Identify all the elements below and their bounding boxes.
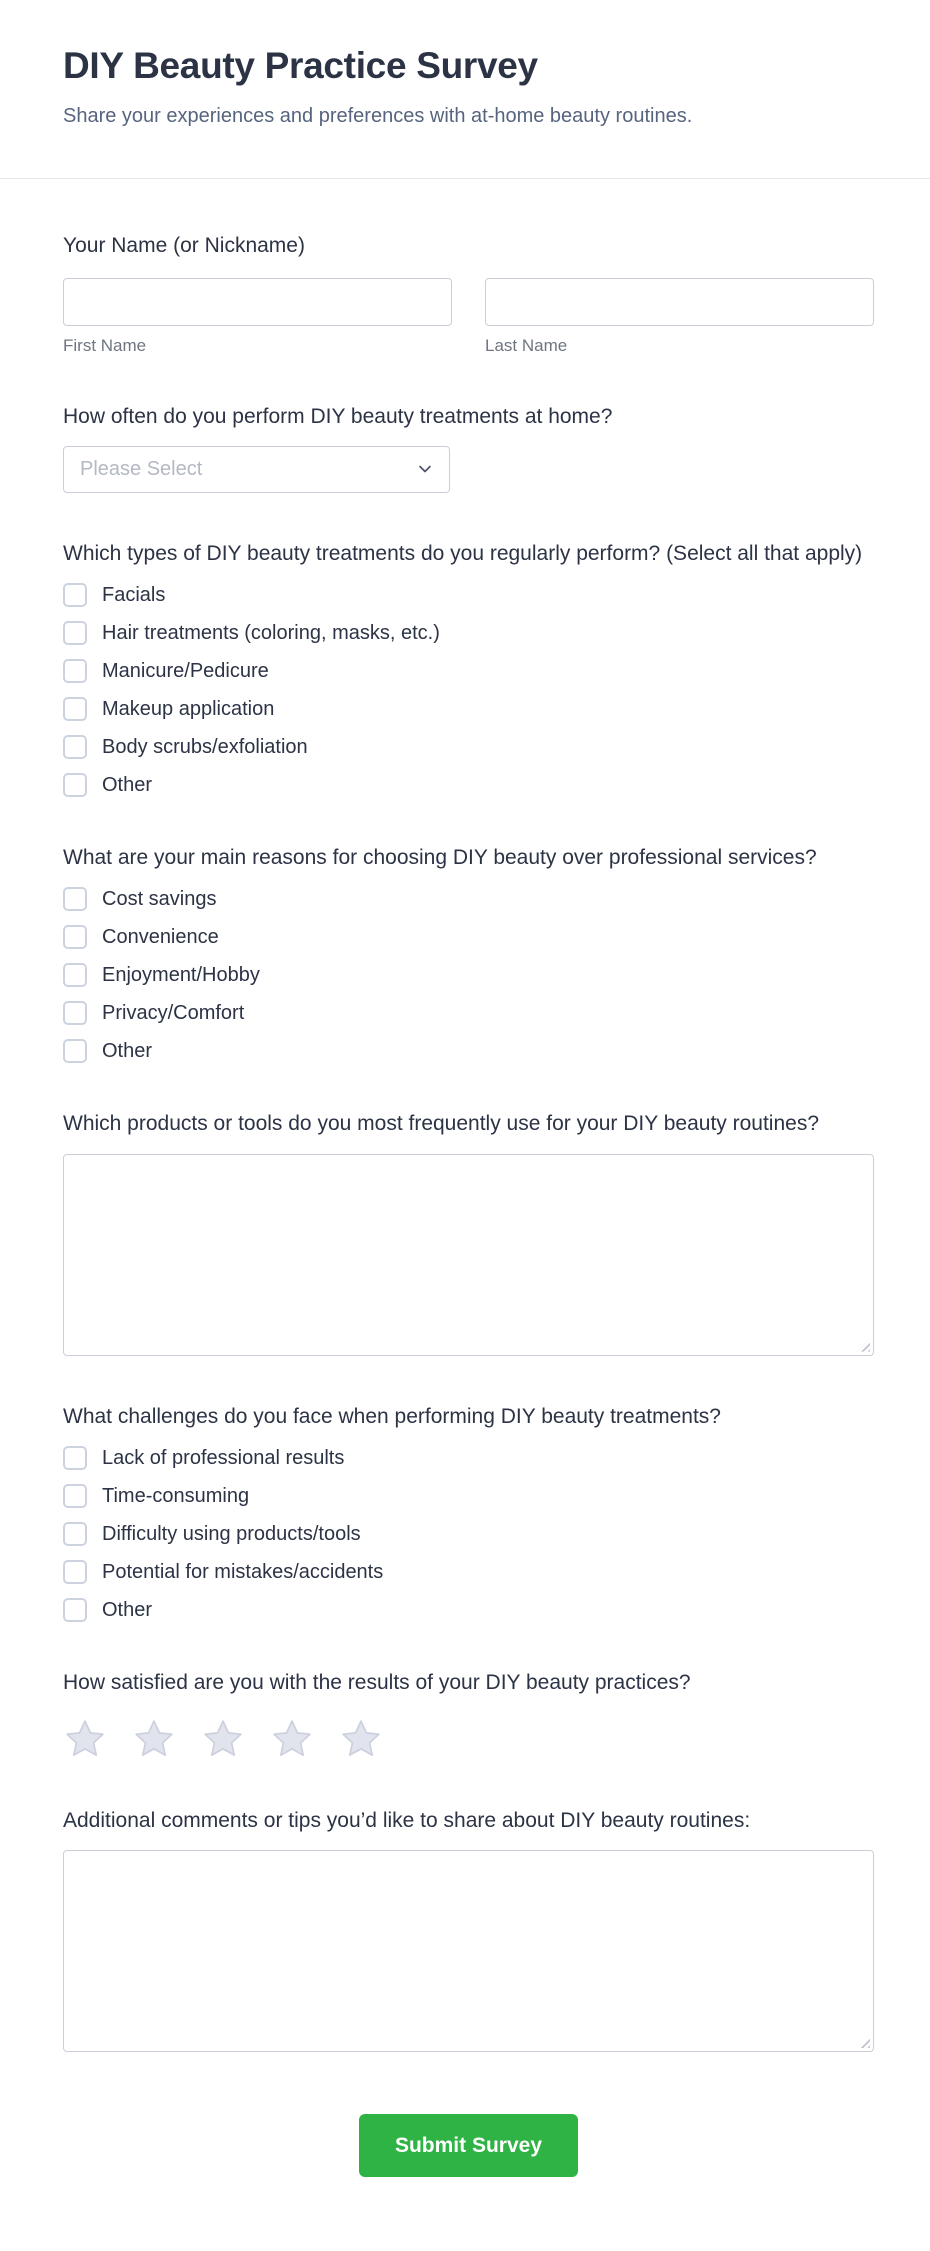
checkbox[interactable]: [63, 1446, 87, 1470]
question-label: How satisfied are you with the results of your DIY beauty practices?: [63, 1670, 691, 1694]
first-name-input[interactable]: [63, 278, 452, 326]
checkbox-option[interactable]: [63, 1560, 874, 1584]
checkbox[interactable]: [63, 925, 87, 949]
checkbox-option[interactable]: [63, 1039, 874, 1063]
checkbox[interactable]: [63, 659, 87, 683]
checkbox-label: Potential for mistakes/accidents: [102, 1560, 384, 1583]
checkbox[interactable]: [63, 773, 87, 797]
page-subtitle: Share your experiences and preferences with at-home beauty routines.: [63, 105, 693, 128]
checkbox-label: Body scrubs/exfoliation: [102, 736, 308, 759]
checkbox-label: Convenience: [102, 926, 219, 949]
checkbox[interactable]: [63, 1001, 87, 1025]
submit-area: [63, 2100, 874, 2223]
question-label: How often do you perform DIY beauty treatments at home?: [63, 404, 613, 428]
checkbox-label: Hair treatments (coloring, masks, etc.): [102, 622, 440, 645]
checkbox-label: Other: [102, 1598, 153, 1621]
checkbox-option[interactable]: [63, 887, 874, 911]
checkbox-option[interactable]: [63, 1598, 874, 1622]
last-name-column: [485, 278, 874, 356]
question-products: [63, 1111, 874, 1355]
checkbox[interactable]: [63, 1598, 87, 1622]
checkbox-option[interactable]: [63, 621, 874, 645]
question-label: Your Name (or Nickname): [63, 234, 305, 258]
checkbox-option[interactable]: [63, 773, 874, 797]
star-icon[interactable]: [339, 1718, 383, 1760]
star-rating: [63, 1718, 874, 1760]
frequency-select[interactable]: [63, 446, 450, 493]
star-icon[interactable]: [63, 1718, 107, 1760]
question-satisfaction: [63, 1670, 874, 1760]
first-name-column: [63, 278, 452, 356]
question-label: What are your main reasons for choosing DIY beauty over professional services?: [63, 846, 817, 870]
comments-textarea-wrap: [63, 1850, 874, 2052]
checkbox[interactable]: [63, 1484, 87, 1508]
checkbox-label: Lack of professional results: [102, 1446, 345, 1469]
checkbox-option[interactable]: [63, 1484, 874, 1508]
checkbox[interactable]: [63, 887, 87, 911]
submit-button[interactable]: Submit Survey: [359, 2114, 578, 2177]
checkbox-label: Manicure/Pedicure: [102, 660, 269, 683]
challenges-options: [63, 1446, 874, 1622]
last-name-input[interactable]: [485, 278, 874, 326]
question-challenges: [63, 1404, 874, 1622]
checkbox[interactable]: [63, 735, 87, 759]
chevron-down-icon: [415, 459, 435, 479]
checkbox[interactable]: [63, 697, 87, 721]
question-reasons: [63, 845, 874, 1063]
checkbox-option[interactable]: [63, 697, 874, 721]
checkbox[interactable]: [63, 1560, 87, 1584]
checkbox-option[interactable]: [63, 1522, 874, 1546]
checkbox-label: Other: [102, 774, 153, 797]
checkbox-label: Difficulty using products/tools: [102, 1522, 361, 1545]
form-header: [0, 0, 930, 178]
question-frequency: [63, 404, 874, 493]
reasons-options: [63, 887, 874, 1063]
star-icon[interactable]: [201, 1718, 245, 1760]
checkbox-option[interactable]: [63, 583, 874, 607]
treatments-options: [63, 583, 874, 797]
checkbox-label: Other: [102, 1040, 153, 1063]
checkbox-option[interactable]: [63, 659, 874, 683]
checkbox[interactable]: [63, 1522, 87, 1546]
question-treatments: [63, 541, 874, 797]
checkbox[interactable]: [63, 583, 87, 607]
comments-textarea[interactable]: [63, 1850, 874, 2052]
question-label: Which types of DIY beauty treatments do you regularly perform? (Select all that apply): [63, 541, 863, 565]
checkbox-option[interactable]: [63, 1446, 874, 1470]
checkbox[interactable]: [63, 1039, 87, 1063]
checkbox-label: Enjoyment/Hobby: [102, 964, 260, 987]
question-comments: [63, 1808, 874, 2052]
checkbox-label: Cost savings: [102, 888, 217, 911]
star-icon[interactable]: [270, 1718, 314, 1760]
products-textarea-wrap: [63, 1154, 874, 1356]
checkbox-label: Makeup application: [102, 698, 275, 721]
form-body: [0, 179, 930, 2223]
select-placeholder: Please Select: [80, 457, 203, 480]
checkbox-option[interactable]: [63, 1001, 874, 1025]
question-label: Which products or tools do you most frequently use for your DIY beauty routines?: [63, 1112, 819, 1136]
last-name-sublabel: Last Name: [485, 335, 568, 355]
products-textarea[interactable]: [63, 1154, 874, 1356]
name-inputs-row: [63, 278, 874, 356]
checkbox-option[interactable]: [63, 925, 874, 949]
page-title: DIY Beauty Practice Survey: [63, 45, 538, 86]
first-name-sublabel: First Name: [63, 335, 147, 355]
checkbox-label: Facials: [102, 584, 166, 607]
checkbox[interactable]: [63, 621, 87, 645]
checkbox-label: Time-consuming: [102, 1484, 250, 1507]
star-icon[interactable]: [132, 1718, 176, 1760]
checkbox-label: Privacy/Comfort: [102, 1002, 245, 1025]
question-label: What challenges do you face when performing DIY beauty treatments?: [63, 1404, 721, 1428]
checkbox-option[interactable]: [63, 963, 874, 987]
question-label: Additional comments or tips you’d like to share about DIY beauty routines:: [63, 1809, 751, 1833]
checkbox-option[interactable]: [63, 735, 874, 759]
question-name: [63, 233, 874, 355]
checkbox[interactable]: [63, 963, 87, 987]
